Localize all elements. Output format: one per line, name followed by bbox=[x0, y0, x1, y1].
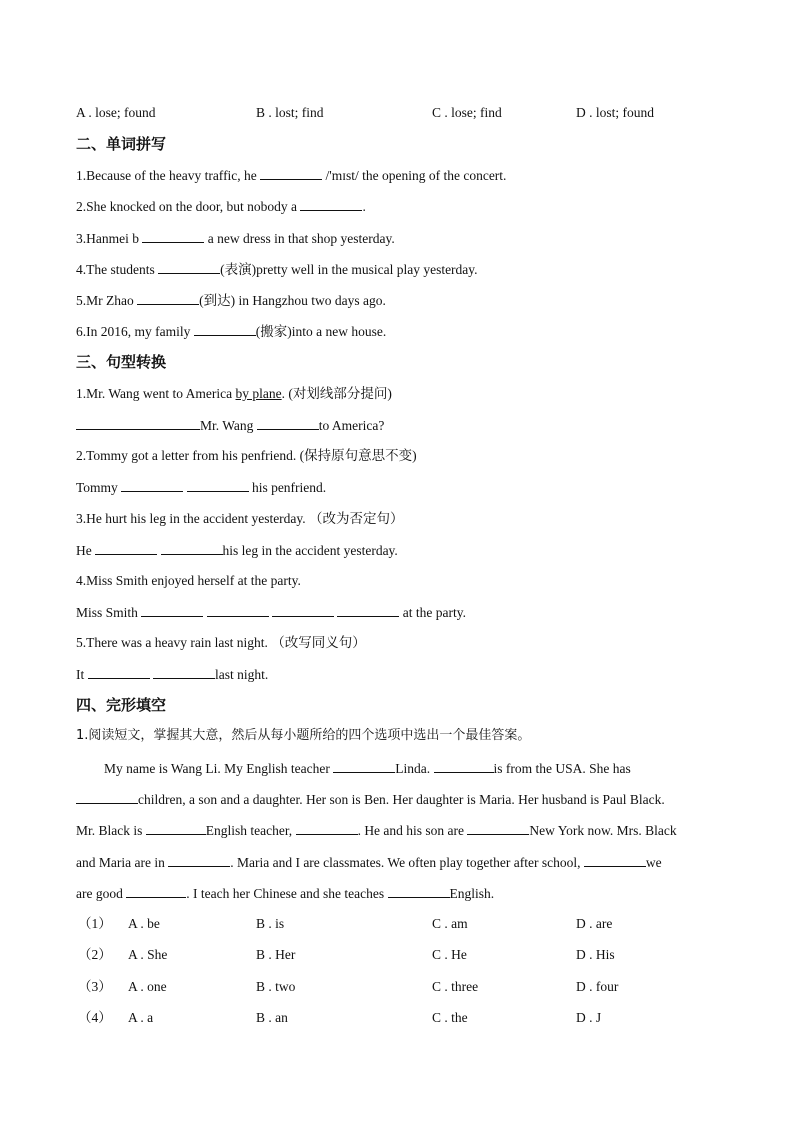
cloze-option: D . are bbox=[576, 916, 613, 931]
section-title-spelling: 二、单词拼写 bbox=[76, 135, 167, 153]
transform-a5: It last night. bbox=[76, 667, 269, 682]
option-d: D . lost; found bbox=[576, 105, 655, 120]
cloze-option: C . He bbox=[432, 947, 467, 962]
cloze-option: C . the bbox=[432, 1010, 468, 1025]
section-title-transform: 三、句型转换 bbox=[76, 353, 167, 371]
cloze-option: B . two bbox=[256, 979, 296, 994]
cloze-option: C . am bbox=[432, 916, 468, 931]
cloze-passage-line5: are good . I teach her Chinese and she teaches English. bbox=[76, 886, 495, 901]
transform-a3: He his leg in the accident yesterday. bbox=[76, 543, 398, 558]
cloze-intro: 1.阅读短文，掌握其大意，然后从每小题所给的四个选项中选出一个最佳答案。 bbox=[76, 728, 531, 743]
cloze-question-number: （2） bbox=[78, 947, 112, 962]
cloze-question-number: （4） bbox=[78, 1010, 112, 1025]
spelling-q6: 6.In 2016, my family (搬家)into a new house. bbox=[76, 324, 387, 339]
cloze-option: A . She bbox=[128, 947, 168, 962]
transform-q5: 5.There was a heavy rain last night. （改写同义句） bbox=[76, 635, 366, 650]
option-c: C . lose; find bbox=[432, 105, 502, 120]
cloze-option: A . one bbox=[128, 979, 167, 994]
cloze-option: B . is bbox=[256, 916, 285, 931]
cloze-option: C . three bbox=[432, 979, 479, 994]
cloze-option: A . a bbox=[128, 1010, 154, 1025]
cloze-question-number: （3） bbox=[78, 979, 112, 994]
section-title-cloze: 四、完形填空 bbox=[76, 696, 167, 714]
option-a: A . lose; found bbox=[76, 105, 156, 120]
cloze-option: A . be bbox=[128, 916, 160, 931]
transform-q4: 4.Miss Smith enjoyed herself at the party. bbox=[76, 573, 301, 588]
transform-q3: 3.He hurt his leg in the accident yesterday. （改为否定句） bbox=[76, 511, 404, 526]
spelling-q3: 3.Hanmei b a new dress in that shop yesterday. bbox=[76, 231, 395, 246]
spelling-q1: 1.Because of the heavy traffic, he /'mɪst/ the opening of the concert. bbox=[76, 168, 507, 183]
spelling-q5: 5.Mr Zhao (到达) in Hangzhou two days ago. bbox=[76, 293, 386, 308]
transform-a1: Mr. Wang to America? bbox=[76, 417, 384, 434]
cloze-option: B . an bbox=[256, 1010, 288, 1025]
spelling-q2: 2.She knocked on the door, but nobody a . bbox=[76, 199, 366, 214]
cloze-passage-line3: Mr. Black is English teacher, . He and his son are New York now. Mrs. Black bbox=[76, 823, 677, 838]
cloze-option: D . four bbox=[576, 979, 619, 994]
transform-q2: 2.Tommy got a letter from his penfriend. (保持原句意思不变) bbox=[76, 448, 417, 463]
transform-q1: 1.Mr. Wang went to America by plane. (对划线部分提问) bbox=[76, 386, 392, 401]
transform-a2: Tommy his penfriend. bbox=[76, 480, 327, 495]
cloze-question-number: （1） bbox=[78, 916, 112, 931]
option-b: B . lost; find bbox=[256, 105, 324, 120]
cloze-option: B . Her bbox=[256, 947, 296, 962]
spelling-q4: 4.The students (表演)pretty well in the musical play yesterday. bbox=[76, 262, 478, 277]
cloze-option: D . J bbox=[576, 1010, 602, 1025]
cloze-passage-line4: and Maria are in . Maria and I are classmates. We often play together after school, we bbox=[76, 855, 662, 870]
cloze-option: D . His bbox=[576, 947, 615, 962]
cloze-passage-line1: My name is Wang Li. My English teacher Linda. is from the USA. She has bbox=[104, 761, 631, 776]
cloze-passage-line2: children, a son and a daughter. Her son is Ben. Her daughter is Maria. Her husband is Paul Black. bbox=[76, 791, 665, 808]
transform-a4: Miss Smith at the party. bbox=[76, 605, 467, 620]
